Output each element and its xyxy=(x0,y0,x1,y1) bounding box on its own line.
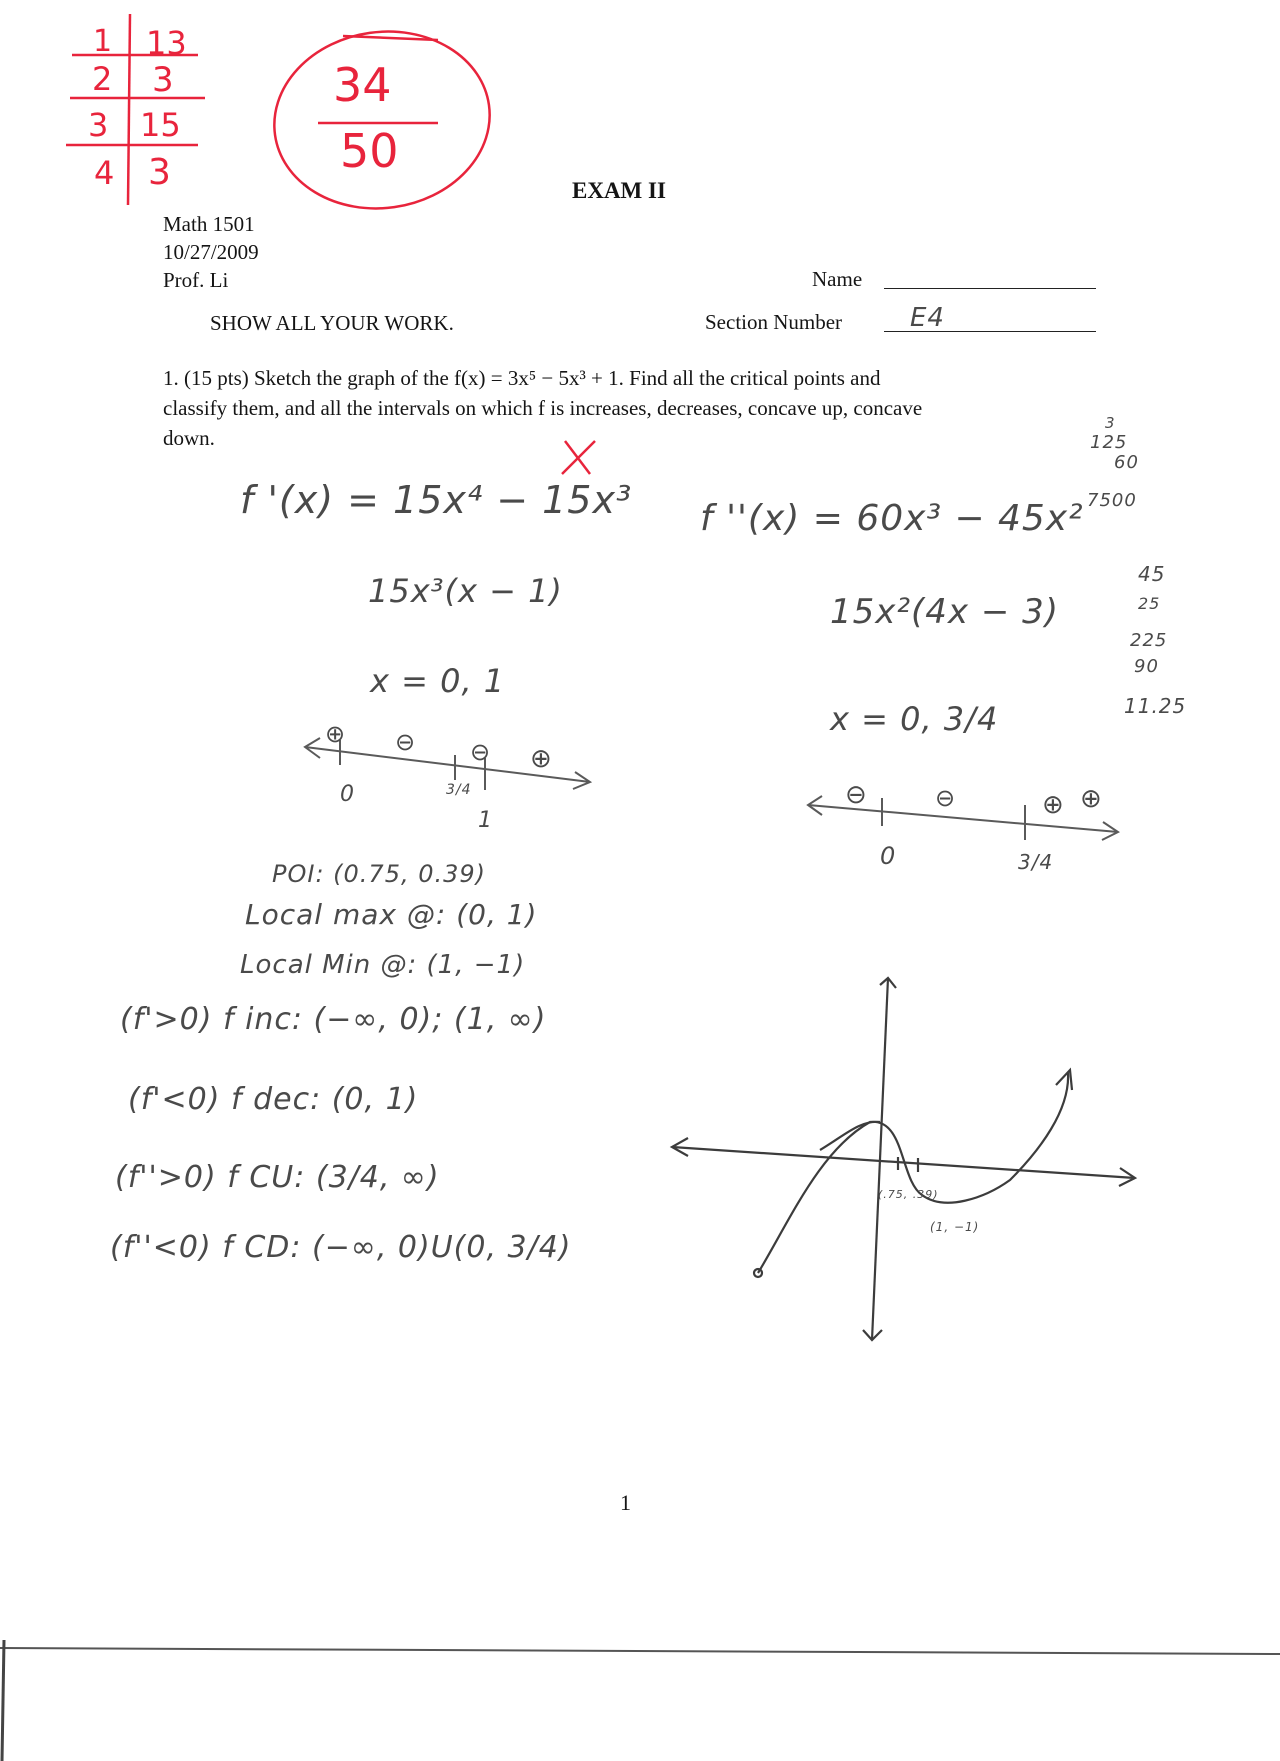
exam-date: 10/27/2009 xyxy=(163,240,259,264)
score-problem-2: 2 xyxy=(92,60,113,98)
score-problem-4: 4 xyxy=(94,154,115,192)
tick-label-0-right: 0 xyxy=(880,842,897,870)
question-line-1: 1. (15 pts) Sketch the graph of the f(x) = 3x⁵ − 5x³ + 1. Find all the critical points and xyxy=(163,366,881,390)
scratch-7500: 7500 xyxy=(1087,490,1137,511)
total-score-earned: 34 xyxy=(333,58,392,112)
instruction-text: SHOW ALL YOUR WORK. xyxy=(210,311,454,335)
score-problem-1: 1 xyxy=(93,24,113,59)
scan-left-line xyxy=(2,1640,4,1761)
question-line-2: classify them, and all the intervals on which f is increases, decreases, concave up, concave xyxy=(163,396,923,420)
score-points-2: 3 xyxy=(152,60,174,100)
page-number: 1 xyxy=(620,1490,631,1515)
tick-label-three-quarters: 3/4 xyxy=(446,782,472,798)
second-derivative-factored: 15x²(4x − 3) xyxy=(830,592,1060,632)
result-concave-down: (f''<0) f CD: (−∞, 0)U(0, 3/4) xyxy=(110,1230,572,1265)
scratch-3: 3 xyxy=(1105,414,1116,432)
sign-negative-icon-2: ⊖ xyxy=(470,738,492,766)
scan-bottom-line xyxy=(0,1648,1280,1654)
sign-negative-icon-4: ⊖ xyxy=(935,784,957,812)
graph-label-minimum: (1, −1) xyxy=(930,1220,980,1234)
name-label: Name xyxy=(812,267,863,291)
tick-label-1: 1 xyxy=(478,808,493,833)
result-concave-up: (f''>0) f CU: (3/4, ∞) xyxy=(115,1160,440,1195)
score-points-3: 15 xyxy=(140,106,181,144)
result-increasing: (f'>0) f inc: (−∞, 0); (1, ∞) xyxy=(120,1002,547,1037)
course-name: Math 1501 xyxy=(163,212,255,236)
sign-negative-icon-3: ⊖ xyxy=(845,780,868,810)
professor-name: Prof. Li xyxy=(163,268,229,292)
scratch-45: 45 xyxy=(1138,562,1166,586)
first-derivative-roots: x = 0, 1 xyxy=(370,662,506,700)
section-label: Section Number xyxy=(705,310,843,334)
sign-positive-icon-4: ⊕ xyxy=(1080,784,1103,814)
section-value: E4 xyxy=(910,303,945,333)
total-score-possible: 50 xyxy=(340,124,399,178)
graph-label-inflection: (.75, .39) xyxy=(878,1188,939,1201)
scratch-60: 60 xyxy=(1114,452,1139,473)
score-points-1: 13 xyxy=(146,24,187,62)
result-poi: POI: (0.75, 0.39) xyxy=(272,860,487,888)
scratch-225: 225 xyxy=(1130,630,1168,651)
second-derivative: f ''(x) = 60x³ − 45x² xyxy=(700,498,1084,539)
tick-label-three-quarters-right: 3/4 xyxy=(1018,850,1054,874)
second-derivative-roots: x = 0, 3/4 xyxy=(830,700,999,738)
result-decreasing: (f'<0) f dec: (0, 1) xyxy=(128,1082,419,1117)
result-local-min: Local Min @: (1, −1) xyxy=(240,950,526,980)
tick-label-0: 0 xyxy=(340,782,355,807)
sign-positive-icon-2: ⊕ xyxy=(530,744,553,774)
scratch-90: 90 xyxy=(1134,656,1159,677)
sign-positive-icon-3: ⊕ xyxy=(1042,790,1065,820)
first-derivative: f '(x) = 15x⁴ − 15x³ xyxy=(240,478,633,522)
result-local-max: Local max @: (0, 1) xyxy=(245,898,538,931)
score-problem-3: 3 xyxy=(88,106,109,144)
sign-negative-icon: ⊖ xyxy=(395,728,417,756)
sign-positive-icon: ⊕ xyxy=(325,720,347,748)
first-derivative-factored: 15x³(x − 1) xyxy=(368,572,563,610)
exam-title: EXAM II xyxy=(572,178,666,203)
scratch-11-25: 11.25 xyxy=(1124,694,1187,718)
score-points-4: 3 xyxy=(148,152,171,193)
question-line-3: down. xyxy=(163,426,215,450)
scratch-25: 25 xyxy=(1138,594,1161,613)
scratch-125: 125 xyxy=(1090,432,1128,453)
